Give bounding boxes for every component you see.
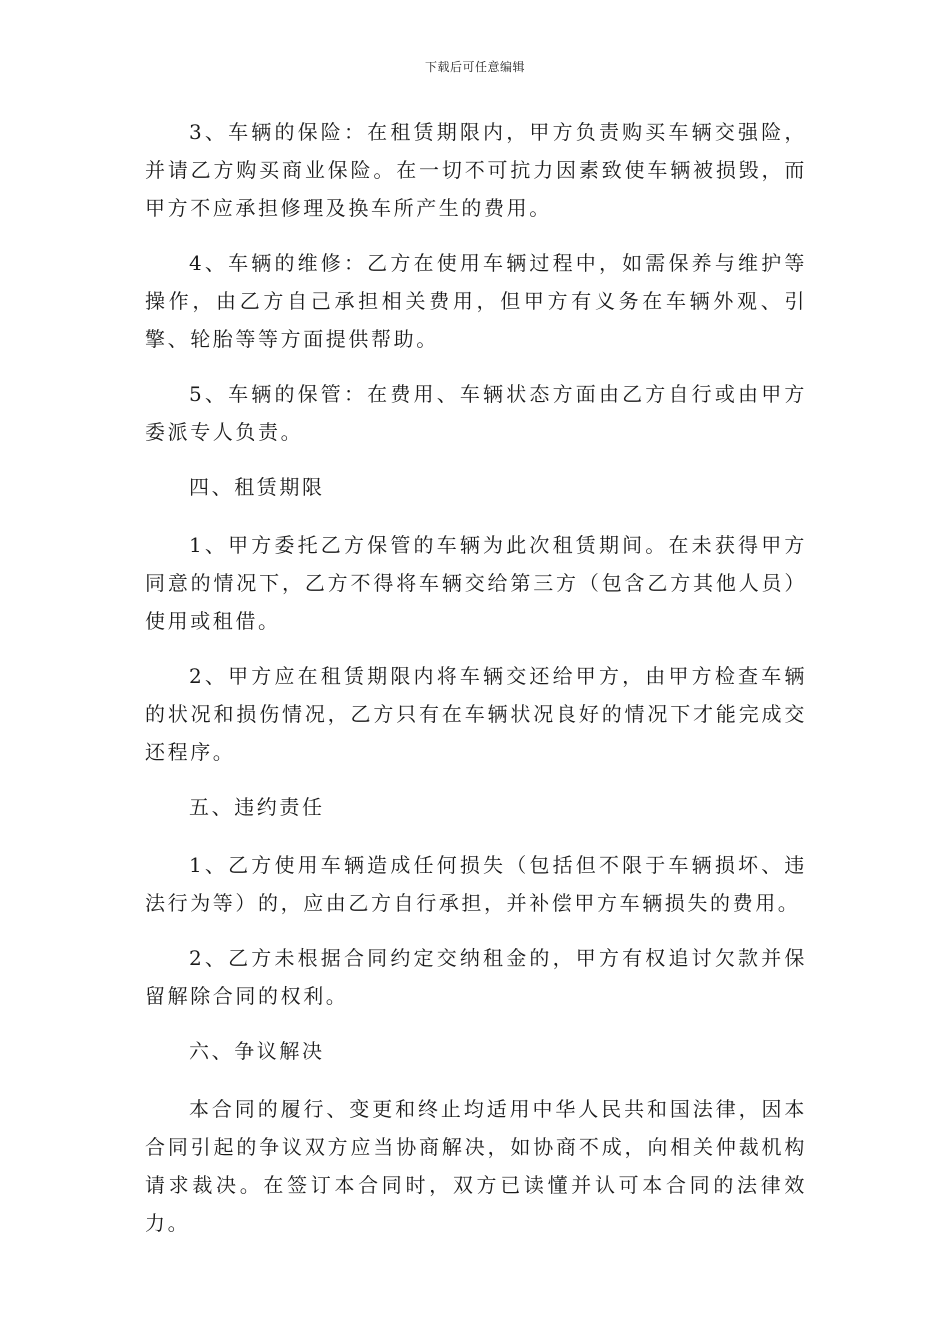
section-heading-dispute: 六、争议解决 [189, 1039, 325, 1063]
paragraph-breach-2: 2、乙方未根据合同约定交纳租金的，甲方有权追讨欠款并保留解除合同的权利。 [145, 946, 807, 1008]
paragraph-maintenance: 4、车辆的维修：乙方在使用车辆过程中，如需保养与维护等操作，由乙方自己承担相关费用，但甲方有义务在车辆外观、引擎、轮胎等等方面提供帮助。 [145, 251, 807, 351]
paragraph-lease-term-1: 1、甲方委托乙方保管的车辆为此次租赁期间。在未获得甲方同意的情况下，乙方不得将车辆交给第三方（包含乙方其他人员）使用或租借。 [145, 533, 807, 633]
paragraph-breach-1: 1、乙方使用车辆造成任何损失（包括但不限于车辆损坏、违法行为等）的，应由乙方自行承担，并补偿甲方车辆损失的费用。 [145, 853, 807, 915]
section-heading-lease-term: 四、租赁期限 [189, 475, 325, 499]
paragraph-custody: 5、车辆的保管：在费用、车辆状态方面由乙方自行或由甲方委派专人负责。 [145, 382, 807, 444]
paragraph-lease-term-2: 2、甲方应在租赁期限内将车辆交还给甲方，由甲方检查车辆的状况和损伤情况，乙方只有在车辆状况良好的情况下才能完成交还程序。 [145, 664, 807, 764]
document-body [145, 113, 807, 1259]
section-heading-breach: 五、违约责任 [189, 795, 325, 819]
paragraph-dispute: 本合同的履行、变更和终止均适用中华人民共和国法律，因本合同引起的争议双方应当协商解决，如协商不成，向相关仲裁机构请求裁决。在签订本合同时，双方已读懂并认可本合同的法律效力。 [145, 1097, 807, 1235]
paragraph-insurance: 3、车辆的保险：在租赁期限内，甲方负责购买车辆交强险，并请乙方购买商业保险。在一切不可抗力因素致使车辆被损毁，而甲方不应承担修理及换车所产生的费用。 [145, 120, 807, 220]
page-header: 下载后可任意编辑 [424, 60, 525, 74]
